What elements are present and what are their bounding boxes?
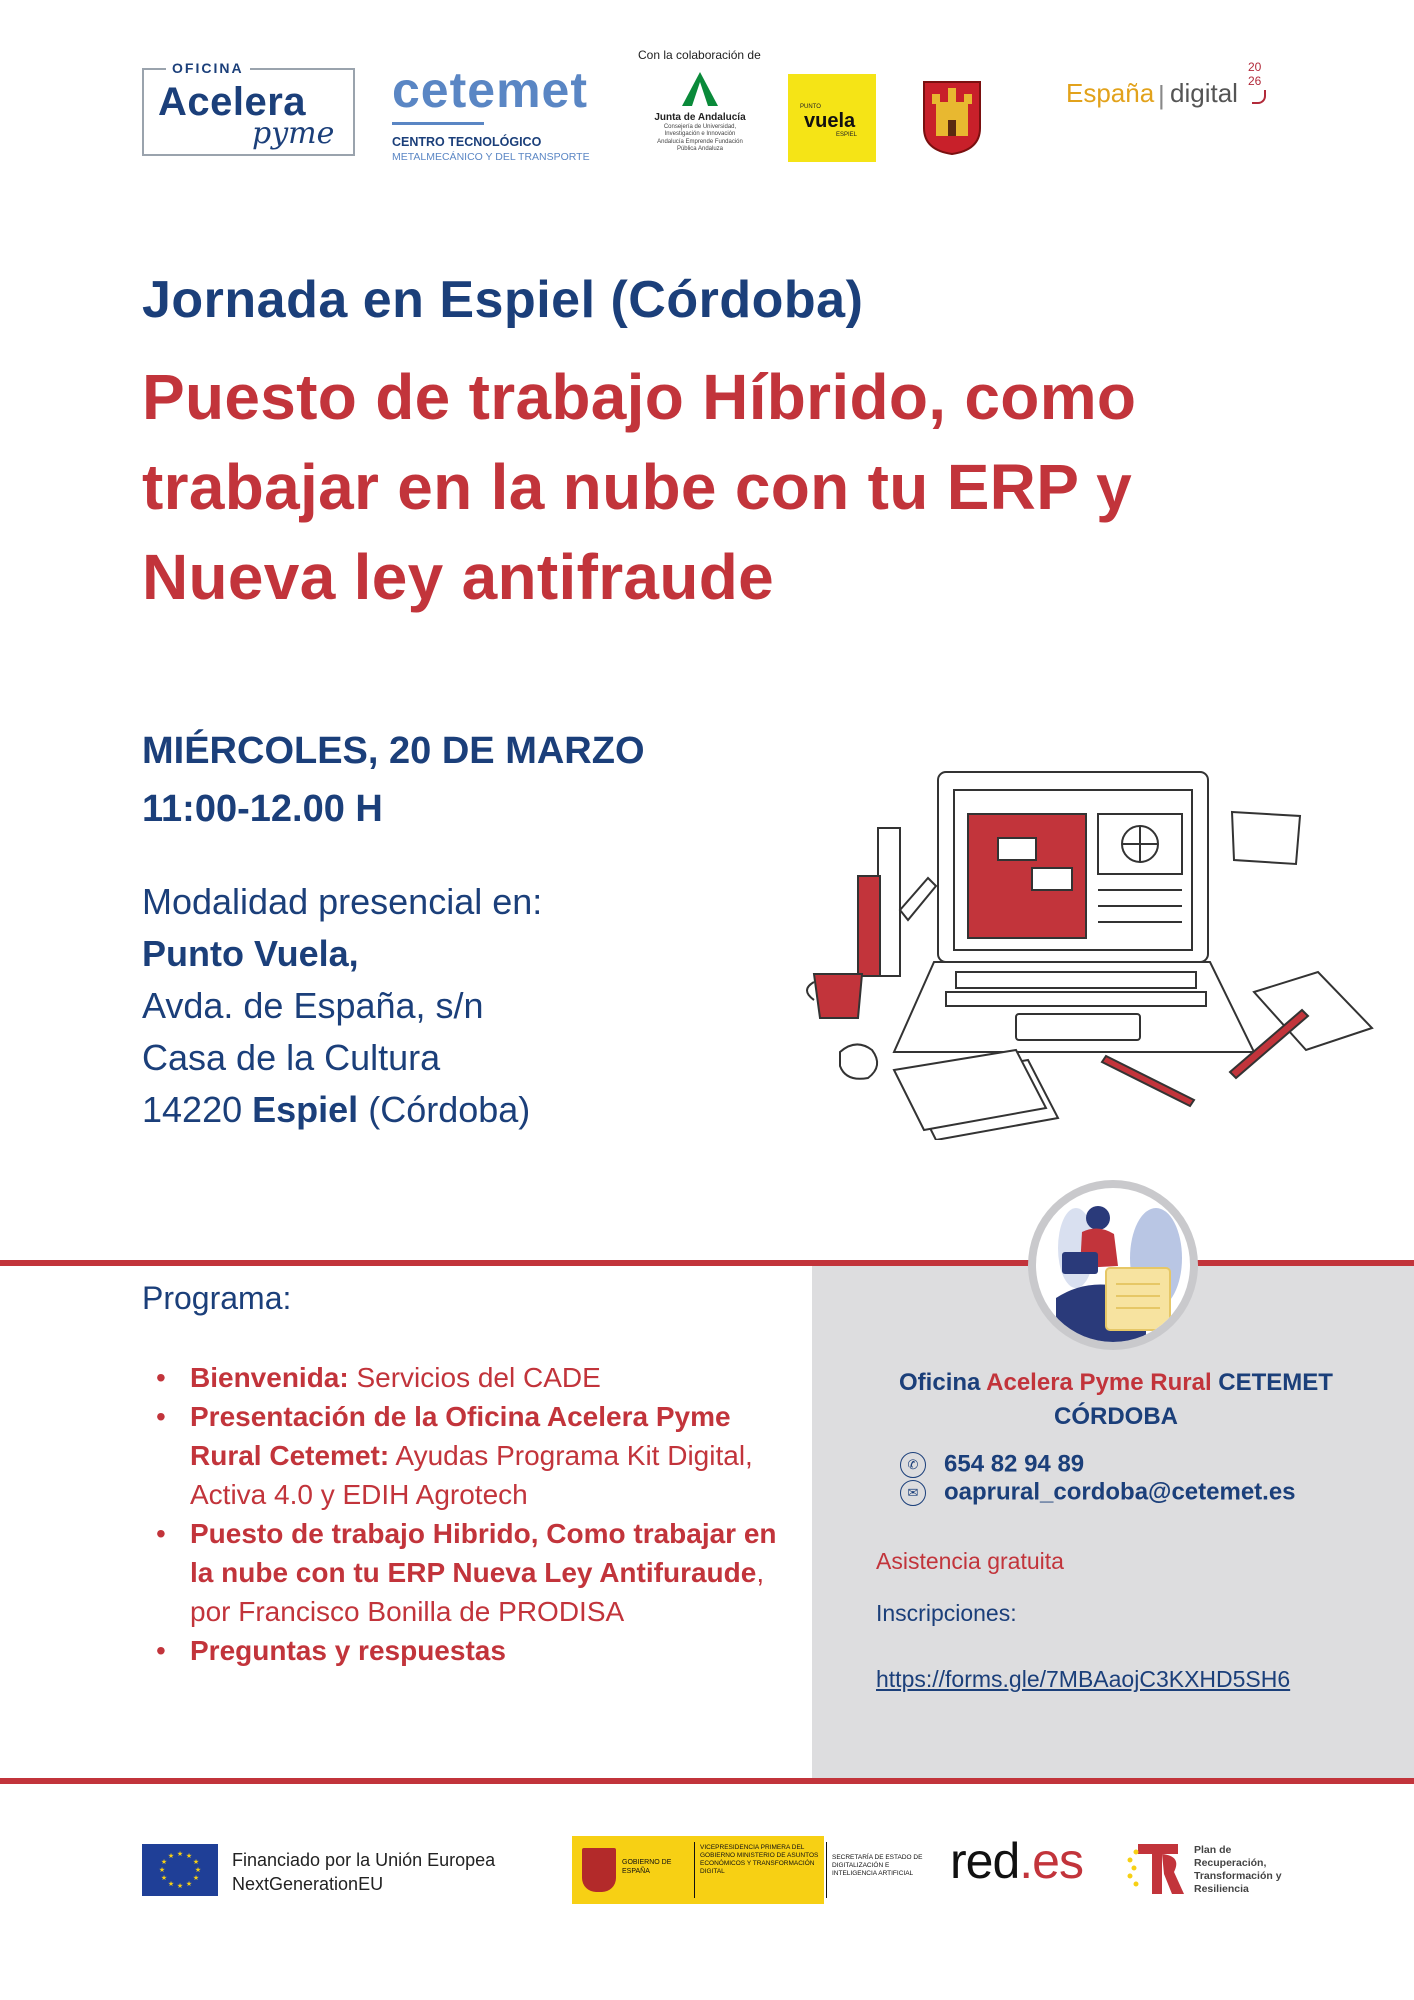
ministry-label: VICEPRESIDENCIA PRIMERA DEL GOBIERNO MINISTERIO DE ASUNTOS ECONÓMICOS Y TRANSFORMACIÓN DIGITAL bbox=[700, 1844, 819, 1875]
cetemet-subtitle-2: METALMECÁNICO Y DEL TRANSPORTE bbox=[392, 151, 590, 163]
event-date: MIÉRCOLES, 20 DE MARZO bbox=[142, 730, 645, 772]
venue-place: Punto Vuela, bbox=[142, 933, 359, 974]
eu-flag-icon bbox=[142, 1844, 218, 1896]
vuela-place: ESPIEL bbox=[836, 132, 858, 138]
gobierno-espana-logo bbox=[572, 1836, 930, 1904]
junta-subtitle: Consejería de Universidad, Investigación e Innovación bbox=[663, 124, 737, 137]
junta-andalucia-logo bbox=[652, 72, 748, 162]
programa-title: Programa: bbox=[142, 1280, 292, 1316]
event-schedule bbox=[142, 722, 645, 838]
list-item bbox=[142, 1397, 802, 1514]
svg-text:★: ★ bbox=[160, 1874, 168, 1882]
phone-number[interactable]: 654 82 94 89 bbox=[944, 1450, 1085, 1478]
prtr-label: Plan de Recuperación, Transformación y Resiliencia bbox=[1194, 1844, 1282, 1895]
svg-text:★: ★ bbox=[185, 1880, 193, 1888]
svg-text:★: ★ bbox=[158, 1866, 166, 1874]
bottom-divider bbox=[0, 1778, 1414, 1784]
reds-b: .es bbox=[1019, 1833, 1083, 1889]
vuela-punto-label: PUNTO bbox=[800, 104, 821, 110]
arrow-icon bbox=[1252, 90, 1266, 104]
gobierno-label: GOBIERNO DE ESPAÑA bbox=[622, 1859, 672, 1875]
email-address[interactable]: oaprural_cordoba@cetemet.es bbox=[944, 1478, 1296, 1506]
espiel-coat-of-arms-icon bbox=[922, 80, 982, 156]
list-item-text: Servicios del CADE bbox=[348, 1362, 601, 1393]
espana-divider: | bbox=[1158, 80, 1165, 110]
list-item-text: Ayudas Programa Kit Digital, Activa 4.0 y EDIH Agrotech bbox=[190, 1440, 753, 1510]
avatar bbox=[1028, 1180, 1198, 1350]
punto-vuela-logo bbox=[788, 74, 876, 162]
office-name-a: Oficina bbox=[899, 1369, 981, 1396]
topic-title: Puesto de trabajo Híbrido, como trabajar en la nube con tu ERP y Nueva ley antifraude bbox=[142, 361, 1137, 613]
registration-link[interactable]: https://forms.gle/7MBAaojC3KXHD5SH6 bbox=[876, 1666, 1291, 1692]
cetemet-rule bbox=[392, 122, 484, 125]
venue-postcode: 14220 bbox=[142, 1089, 243, 1130]
svg-text:★: ★ bbox=[185, 1852, 193, 1860]
office-name-b: Acelera Pyme Rural bbox=[986, 1369, 1212, 1396]
svg-text:★: ★ bbox=[192, 1858, 200, 1866]
woman-with-laptop-illustration bbox=[1036, 1188, 1190, 1342]
venue-province: (Córdoba) bbox=[368, 1089, 531, 1130]
email-icon: ✉ bbox=[900, 1480, 926, 1506]
secretaria-label: SECRETARÍA DE ESTADO DE DIGITALIZACIÓN E INTELIGENCIA ARTIFICIAL bbox=[832, 1854, 923, 1877]
email-row bbox=[900, 1478, 1296, 1507]
svg-text:★: ★ bbox=[176, 1850, 184, 1858]
venue-town: Espiel bbox=[252, 1089, 359, 1130]
list-item bbox=[142, 1358, 802, 1397]
cetemet-logo bbox=[392, 60, 602, 170]
year-bottom: 26 bbox=[1248, 74, 1262, 88]
prtr-icon bbox=[1124, 1838, 1186, 1898]
cetemet-name: cetemet bbox=[392, 62, 588, 118]
prtr-logo bbox=[1124, 1838, 1284, 1898]
reds-a: red bbox=[950, 1833, 1020, 1889]
svg-text:★: ★ bbox=[160, 1858, 168, 1866]
junta-a-icon bbox=[682, 72, 718, 106]
venue-building: Casa de la Cultura bbox=[142, 1037, 441, 1078]
eu-line-2: NextGenerationEU bbox=[232, 1874, 384, 1894]
junta-name: Junta de Andalucía bbox=[654, 112, 746, 123]
svg-text:★: ★ bbox=[167, 1880, 175, 1888]
venue-mode: Modalidad presencial en: bbox=[142, 881, 543, 922]
office-name bbox=[840, 1366, 1392, 1434]
svg-text:★: ★ bbox=[194, 1866, 202, 1874]
red-es-logo bbox=[950, 1832, 1083, 1890]
acelera-label: Acelera bbox=[158, 80, 307, 124]
year-top: 20 bbox=[1248, 60, 1262, 74]
list-item-bold: Presentación de la Oficina Acelera Pyme Rural Cetemet: bbox=[190, 1401, 731, 1471]
venue-city-line bbox=[142, 1084, 542, 1136]
list-item bbox=[142, 1514, 802, 1631]
phone-row bbox=[900, 1450, 1084, 1479]
svg-text:★: ★ bbox=[176, 1882, 184, 1890]
svg-text:★: ★ bbox=[167, 1852, 175, 1860]
eu-funding-text bbox=[232, 1848, 495, 1896]
espana-digital-2026-logo bbox=[1066, 58, 1276, 118]
pyme-label: pyme bbox=[252, 116, 335, 151]
venue-block bbox=[142, 876, 542, 1136]
eu-line-1: Financiado por la Unión Europea bbox=[232, 1850, 496, 1870]
event-title: Jornada en Espiel (Córdoba) bbox=[142, 271, 864, 329]
spain-shield-icon bbox=[582, 1848, 616, 1892]
vuela-name: vuela bbox=[804, 110, 856, 132]
list-item-bold: Preguntas y respuestas bbox=[190, 1635, 506, 1666]
venue-street: Avda. de España, s/n bbox=[142, 985, 484, 1026]
event-time: 11:00-12.00 H bbox=[142, 788, 383, 830]
list-item-bold: Puesto de trabajo Hibrido, Como trabajar en la nube con tu ERP Nueva Ley Antifuraude bbox=[190, 1518, 777, 1588]
programa-list bbox=[142, 1358, 802, 1670]
acelera-pyme-logo bbox=[142, 60, 355, 156]
cetemet-subtitle: CENTRO TECNOLÓGICO bbox=[392, 135, 542, 149]
inscripciones-label: Inscripciones: bbox=[876, 1600, 1017, 1626]
acelera-oficina-label: OFICINA bbox=[166, 60, 250, 76]
phone-icon: ✆ bbox=[900, 1452, 926, 1478]
svg-text:★: ★ bbox=[192, 1874, 200, 1882]
collaboration-label: Con la colaboración de bbox=[638, 48, 761, 62]
junta-subtitle-2: Andalucía Emprende Fundación Pública Andaluza bbox=[657, 139, 743, 152]
digital-label: digital bbox=[1170, 78, 1238, 108]
office-name-c: CETEMET CÓRDOBA bbox=[1054, 1369, 1333, 1430]
laptop-illustration bbox=[806, 760, 1386, 1140]
espana-label: España bbox=[1066, 78, 1155, 108]
list-item-text: , por Francisco Bonilla de PRODISA bbox=[190, 1557, 765, 1627]
asistencia-label: Asistencia gratuita bbox=[876, 1548, 1064, 1574]
list-item bbox=[142, 1631, 802, 1670]
top-divider bbox=[0, 1260, 1414, 1266]
list-item-bold: Bienvenida: bbox=[190, 1362, 349, 1393]
